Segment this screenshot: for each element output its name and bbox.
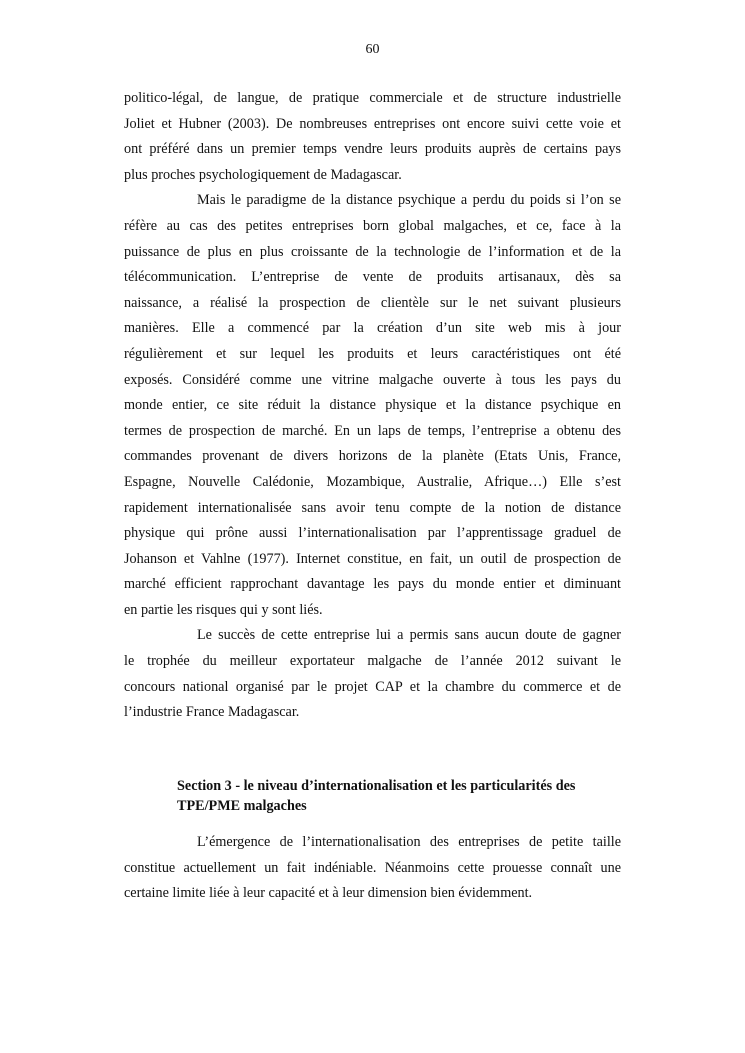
paragraph-2-line-6: manières. Elle a commencé par la création d’un site web mis à jour [124,320,621,337]
paragraph-2-line-10: termes de prospection de marché. En un laps de temps, l’entreprise a obtenu des [124,422,621,439]
paragraph-2-line-17: en partie les risques qui y sont liés. [124,601,323,618]
closing-paragraph-line-1: L’émergence de l’internationalisation des entreprises de petite taille [197,834,621,850]
paragraph-2-line-3: puissance de plus en plus croissante de la technologie de l’information et de la [124,243,621,260]
section-heading [177,776,617,816]
paragraph-2-line-2: réfère au cas des petites entreprises born global malgaches, et ce, face à la [124,217,621,234]
paragraph-2-line-14: physique qui prône aussi l’internationalisation par l’apprentissage graduel de [124,525,621,542]
paragraph-1-line-1: politico-légal, de langue, de pratique commerciale et de structure industrielle [124,90,621,106]
paragraph-3-line-2: le trophée du meilleur exportateur malgache de l’année 2012 suivant le [124,653,621,670]
paragraph-1-line-2: Joliet et Hubner (2003). De nombreuses entreprises ont encore suivi cette voie et [124,115,621,132]
paragraph-2-line-1: Mais le paradigme de la distance psychique a perdu du poids si l’on se [197,192,621,209]
paragraph-2-line-16: marché efficient rapprochant davantage les pays du monde entier et diminuant [124,576,621,593]
paragraph-3-line-4: l’industrie France Madagascar. [124,704,300,721]
paragraph-1-line-4: plus proches psychologiquement de Madagascar. [124,166,402,183]
paragraph-2-line-5: naissance, a réalisé la prospection de clientèle sur le net suivant plusieurs [124,294,621,311]
paragraph-2-line-13: rapidement internationalisée sans avoir tenu compte de la notion de distance [124,499,621,516]
body-text [124,86,621,726]
paragraph-2-line-9: monde entier, ce site réduit la distance physique et la distance psychique en [124,397,621,414]
page-number: 60 [365,42,380,57]
paragraph-1-line-3: ont préféré dans un premier temps vendre leurs produits auprès de certains pays [124,141,621,158]
section-heading-line-2: TPE/PME malgaches [177,798,307,814]
paragraph-3-line-1: Le succès de cette entreprise lui a permis sans aucun doute de gagner [197,627,621,644]
paragraph-2-line-15: Johanson et Vahlne (1977). Internet constitue, en fait, un outil de prospection de [124,550,621,567]
paragraph-2-line-11: commandes provenant de divers horizons de la planète (Etats Unis, France, [124,448,621,465]
paragraph-3-line-3: concours national organisé par le projet CAP et la chambre du commerce et de [124,678,621,695]
closing-text [124,830,621,907]
closing-paragraph-line-3: certaine limite liée à leur capacité et à leur dimension bien évidemment. [124,885,533,902]
paragraph-2-line-4: télécommunication. L’entreprise de vente de produits artisanaux, dès sa [124,269,621,286]
closing-paragraph-line-2: constitue actuellement un fait indéniable. Néanmoins cette prouesse connaît une [124,859,621,876]
section-heading-line-1: Section 3 - le niveau d’internationalisation et les particularités des [177,778,576,794]
paragraph-2-line-12: Espagne, Nouvelle Calédonie, Mozambique, Australie, Afrique…) Elle s’est [124,473,621,490]
paragraph-2-line-7: régulièrement et sur lequel les produits et leurs caractéristiques ont été [124,345,621,362]
paragraph-2-line-8: exposés. Considéré comme une vitrine malgache ouverte à tous les pays du [124,371,621,388]
